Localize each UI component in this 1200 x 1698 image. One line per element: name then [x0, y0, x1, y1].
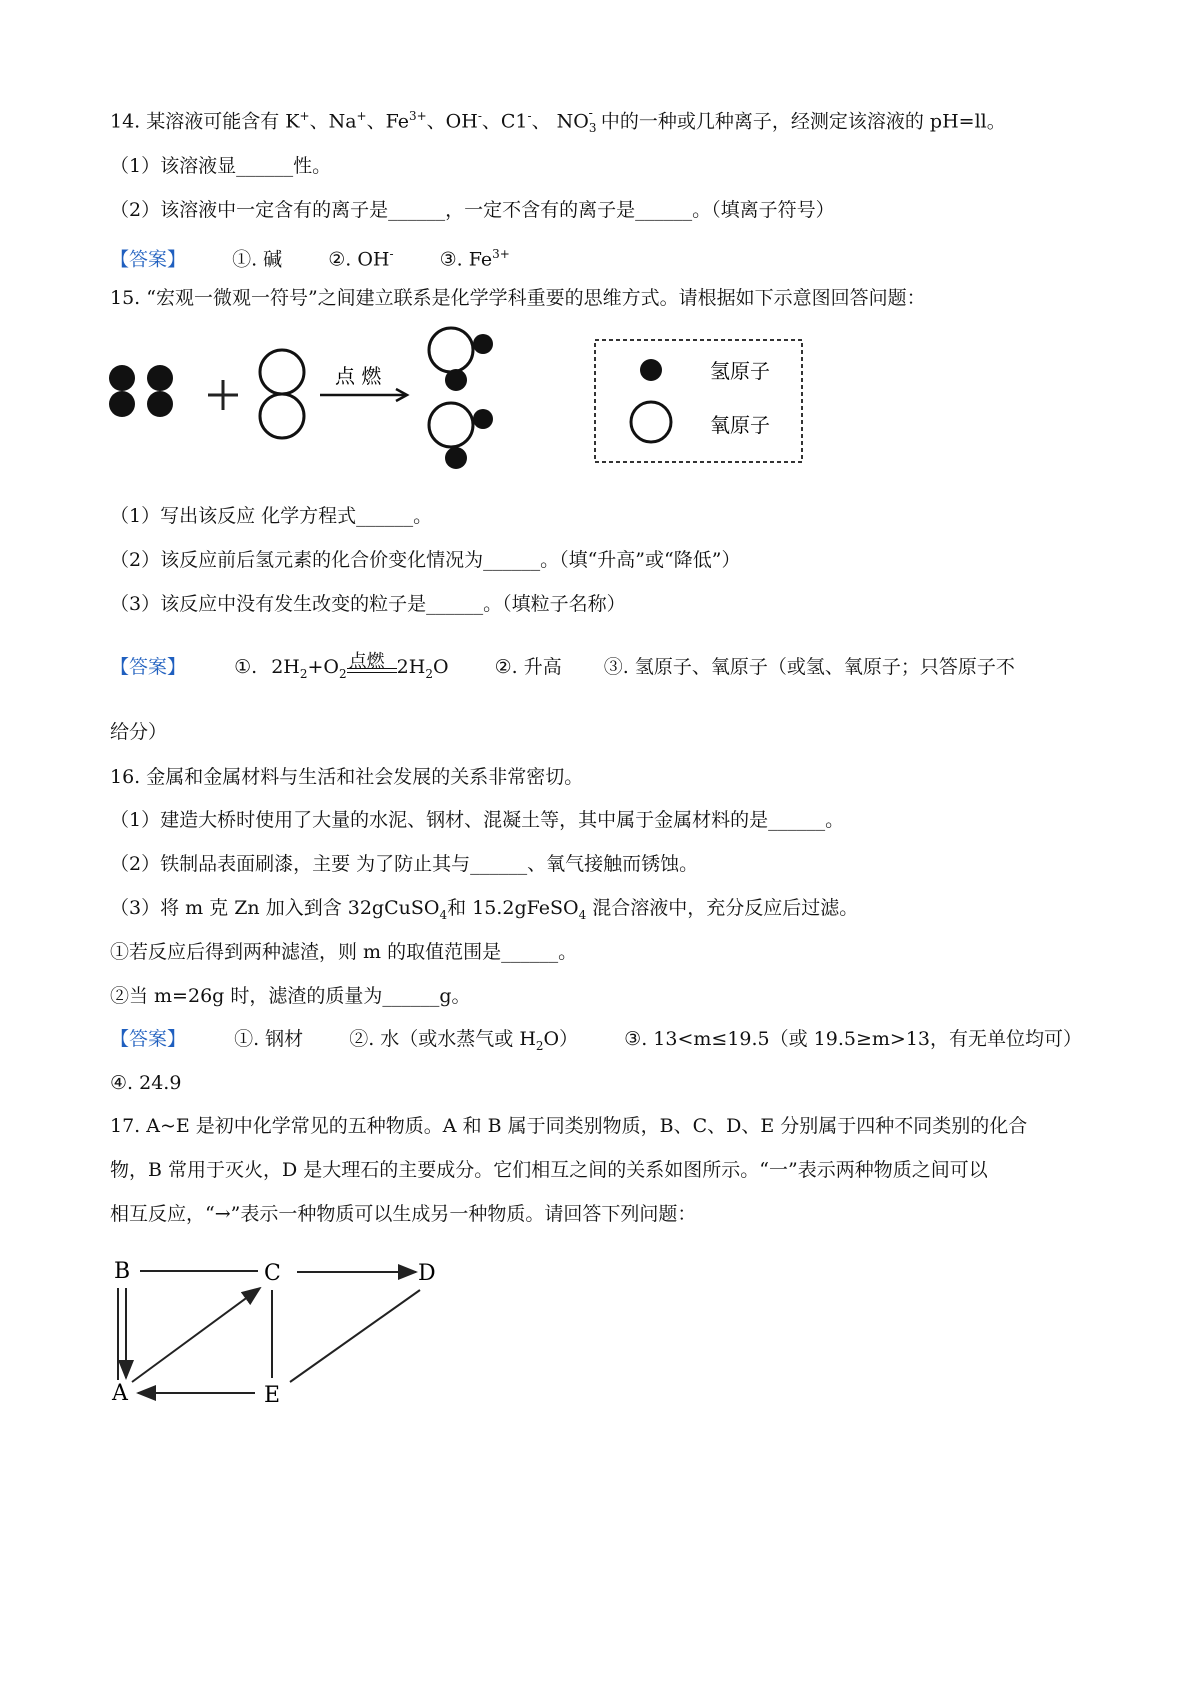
legend-box [595, 340, 802, 462]
answer-label: 【答案】 [110, 656, 187, 678]
reaction-arrow [320, 389, 407, 401]
q17-stem-line3: 相互反应，“→”表示一种物质可以生成另一种物质。请回答下列问题： [110, 1203, 697, 1225]
equation-condition: 点燃 [347, 670, 397, 673]
q17-stem-line1: 17. A~E 是初中化学常见的五种物质。A 和 B 属于同类别物质，B、C、D、E 分别属于四种不同类别的化合 [110, 1115, 1028, 1137]
q16-part3: （3）将 m 克 Zn 加入到含 32gCuSO$_4$和 15.2gFeSO$_4$ 混合溶液中，充分反应后过滤。 [110, 897, 859, 922]
q14-part1: （1）该溶液显______性。 [110, 155, 332, 177]
q16-part1: （1）建造大桥时使用了大量的水泥、钢材、混凝土等，其中属于金属材料的是______。 [110, 809, 845, 831]
q16-part3-2: ②当 m=26g 时，滤渣的质量为______g。 [110, 985, 471, 1007]
arrow-a-c [132, 1288, 260, 1382]
hydrogen-molecule-1 [109, 365, 135, 417]
node-e: E [264, 1383, 281, 1408]
water-molecule-2 [429, 403, 493, 469]
q17-stem-line2: 物，B 常用于灭火，D 是大理石的主要成分。它们相互之间的关系如图所示。“一”表示两种物质之间可以 [110, 1159, 988, 1181]
hydrogen-molecule-2 [147, 365, 173, 417]
q16-part3-1: ①若反应后得到两种滤渣，则 m 的取值范围是______。 [110, 941, 578, 963]
reaction-diagram [100, 320, 820, 485]
answer-label: 【答案】 [110, 1028, 187, 1050]
oxygen-atom-icon [631, 402, 671, 442]
q14-part2: （2）该溶液中一定含有的离子是______，一定不含有的离子是______。（填离子符号） [110, 199, 835, 221]
node-a: A [112, 1381, 128, 1406]
q15-stem: 15. “宏观一微观一符号”之间建立联系是化学学科重要的思维方式。请根据如下示意图回答问题： [110, 287, 926, 309]
q15-part3: （3）该反应中没有发生改变的粒子是______。（填粒子名称） [110, 593, 626, 615]
q16-part2: （2）铁制品表面刷漆，主要 为了防止其与______、氧气接触而锈蚀。 [110, 853, 699, 875]
q16-answer-4: ④. 24.9 [110, 1072, 182, 1094]
q16-stem: 16. 金属和金属材料与生活和社会发展的关系非常密切。 [110, 766, 584, 788]
plus-sign [208, 380, 238, 410]
arrow-label: 点 燃 [335, 364, 382, 388]
q15-part2: （2）该反应前后氢元素的化合价变化情况为______。（填“升高”或“降低”） [110, 549, 741, 571]
legend-hydrogen-label: 氢原子 [710, 359, 770, 383]
equation: $2H_2+O_2$ 点燃 $2H_2O$ [271, 651, 449, 681]
relationship-diagram [100, 1250, 460, 1420]
q14-answer: 【答案】 ①. 碱 ②. OH- ③. $Fe^{3+}$ [110, 247, 510, 271]
answer-label: 【答案】 [110, 248, 187, 271]
legend-oxygen-label: 氧原子 [710, 413, 770, 437]
q15-answer: 【答案】 ①. $2H_2+O_2$ 点燃 $2H_2O$ ②. 升高 ③. 氢原子、氧原子（或氢、氧原子；只答原子不 [110, 651, 1015, 681]
oxygen-molecule [260, 350, 304, 438]
edge-e-d [290, 1290, 420, 1382]
q14-stem: 14. 某溶液可能含有 K+、Na+、$Fe^{3+}$、OH-、C1-、 $NO_3^-$ 中的一种或几种离子，经测定该溶液的 pH=ll。 [110, 106, 1006, 136]
q15-answer-continued: 给分） [110, 721, 168, 743]
q15-part1: （1）写出该反应 化学方程式______。 [110, 505, 433, 527]
hydrogen-atom-icon [640, 359, 662, 381]
q16-answer: 【答案】 ①. 钢材 ②. 水（或水蒸气或 $H_2O$） ③. 13<m≤19.5（或 19.5≥m>13，有无单位均可） [110, 1028, 1083, 1053]
node-c: C [264, 1261, 281, 1286]
water-molecule-1 [429, 328, 493, 391]
node-d: D [418, 1261, 436, 1286]
node-b: B [114, 1259, 131, 1284]
